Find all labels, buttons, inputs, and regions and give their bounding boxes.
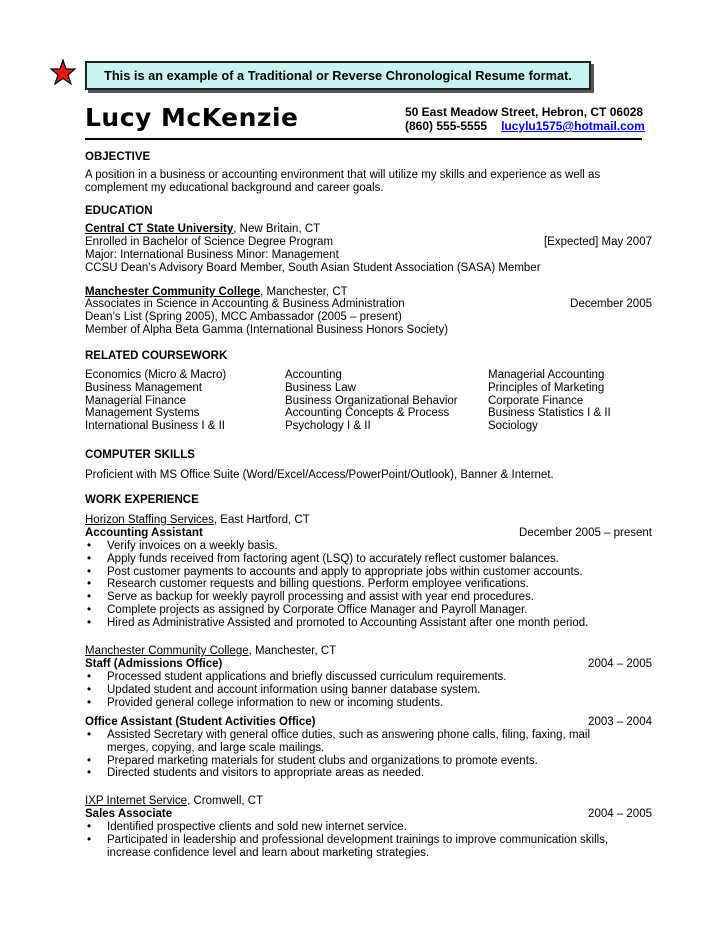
job-title: Accounting Assistant: [85, 527, 203, 539]
school-line: Member of Alpha Beta Gamma (International Business Honors Society): [85, 324, 449, 336]
list-item: • Updated student and account information using banner database system.: [85, 684, 665, 697]
job-bullets: [85, 821, 665, 859]
phone: (860) 555-5555: [405, 119, 488, 133]
employer-location: , Cromwell, CT: [187, 795, 264, 807]
job-bullets: [85, 729, 665, 780]
format-banner: This is an example of a Traditional or Reverse Chronological Resume format.: [85, 61, 591, 90]
course-item: Business Law: [285, 381, 356, 394]
address: 50 East Meadow Street, Hebron, CT 06028: [405, 105, 644, 119]
skills-heading: COMPUTER SKILLS: [85, 449, 195, 461]
list-item: • Verify invoices on a weekly basis.: [85, 540, 665, 553]
course-item: Managerial Accounting: [488, 369, 605, 381]
list-item: • Processed student applications and briefly discussed curriculum requirements.: [85, 671, 665, 684]
employer-header: [85, 795, 263, 808]
job-bullets: [85, 671, 665, 709]
employer-header: [85, 645, 336, 658]
course-item: Business Management: [85, 381, 202, 394]
employer-name: Manchester Community College: [85, 645, 249, 657]
star-icon: [50, 59, 76, 85]
course-item: Business Statistics I & II: [488, 407, 611, 420]
skills-text: Proficient with MS Office Suite (Word/Excel/Access/PowerPoint/Outlook), Banner & Internet.: [85, 469, 554, 481]
job-date: 2003 – 2004: [588, 716, 652, 728]
course-item: Accounting Concepts & Process: [285, 407, 450, 420]
course-item: Management Systems: [85, 407, 200, 420]
coursework-column-1: [85, 369, 226, 433]
list-item: • Serve as backup for weekly payroll processing and assist with year end procedures.: [85, 591, 665, 604]
list-item: • Directed students and visitors to appropriate areas as needed.: [85, 767, 665, 780]
school-line: Associates in Science in Accounting & Business Administration: [85, 298, 405, 310]
contact-block: [405, 105, 645, 133]
school-name: Manchester Community College: [85, 286, 261, 298]
resume-name: Lucy McKenzie: [85, 103, 299, 132]
list-item: • Complete projects as assigned by Corporate Office Manager and Payroll Manager.: [85, 604, 665, 617]
coursework-column-2: [285, 369, 458, 433]
job-date: 2004 – 2005: [588, 658, 652, 670]
school-header: [85, 286, 348, 299]
course-item: Business Organizational Behavior: [285, 394, 458, 407]
employer-location: , East Hartford, CT: [213, 514, 310, 526]
school-name: Central CT State University: [85, 223, 234, 235]
course-item: Economics (Micro & Macro): [85, 369, 227, 381]
employer-name: IXP Internet Service: [85, 795, 188, 807]
job-title: Sales Associate: [85, 808, 173, 820]
list-item: • Assisted Secretary with general office duties, such as answering phone calls, filing, faxing, mail merges, copying, and large scale mailings.: [85, 729, 665, 755]
list-item: • Research customer requests and billing questions. Perform employee verifications.: [85, 578, 665, 591]
list-item: • Hired as Administrative Assisted and promoted to Accounting Assistant after one month period.: [85, 617, 665, 630]
list-item: • Identified prospective clients and sold new internet service.: [85, 821, 665, 834]
job-bullets: [85, 540, 665, 630]
course-item: Accounting: [285, 369, 342, 381]
coursework-heading: RELATED COURSEWORK: [85, 350, 228, 362]
course-item: International Business I & II: [85, 420, 225, 433]
school-line: Major: International Business Minor: Management: [85, 249, 339, 261]
job-title: Office Assistant (Student Activities Office): [85, 716, 316, 728]
email-link[interactable]: lucylu1575@hotmail.com: [501, 119, 645, 133]
school-line: Enrolled in Bachelor of Science Degree Program: [85, 236, 334, 248]
work-heading: WORK EXPERIENCE: [85, 494, 199, 506]
list-item: • Post customer payments to accounts and apply to appropriate jobs within customer accounts.: [85, 566, 665, 579]
course-item: Sociology: [488, 420, 538, 433]
course-item: Managerial Finance: [85, 394, 187, 407]
school-location: , Manchester, CT: [260, 286, 348, 298]
job-title: Staff (Admissions Office): [85, 658, 223, 670]
job-date: December 2005 – present: [519, 527, 652, 539]
school-line: Dean’s List (Spring 2005), MCC Ambassador (2005 – present): [85, 311, 402, 323]
job-date: 2004 – 2005: [588, 808, 652, 820]
list-item: • Prepared marketing materials for student clubs and organizations to promote events.: [85, 755, 665, 768]
objective-heading: OBJECTIVE: [85, 151, 151, 163]
course-item: Corporate Finance: [488, 394, 584, 407]
course-item: Principles of Marketing: [488, 381, 605, 394]
employer-name: Horizon Staffing Services: [85, 514, 214, 526]
list-item: • Provided general college information to new or incoming students.: [85, 697, 665, 710]
education-heading: EDUCATION: [85, 205, 153, 217]
list-item: • Participated in leadership and professional development trainings to improve communication skills, increase confidence level and learn about marketing strategies.: [85, 834, 665, 860]
employer-header: [85, 514, 310, 527]
list-item: • Apply funds received from factoring agent (LSQ) to accurately reflect customer balances.: [85, 553, 665, 566]
employer-location: , Manchester, CT: [248, 645, 337, 657]
course-item: Psychology I & II: [285, 420, 371, 433]
school-date: December 2005: [570, 298, 652, 310]
school-date: [Expected] May 2007: [543, 236, 652, 248]
school-header: [85, 223, 320, 236]
header-divider: [85, 138, 642, 140]
coursework-column-3: [488, 369, 611, 433]
school-line: CCSU Dean’s Advisory Board Member, South Asian Student Association (SASA) Member: [85, 262, 541, 274]
objective-line-2: complement my educational background and career goals.: [85, 182, 384, 194]
school-location: , New Britain, CT: [233, 223, 321, 235]
objective-line-1: A position in a business or accounting environment that will utilize my skills and experience as well as: [85, 169, 601, 181]
